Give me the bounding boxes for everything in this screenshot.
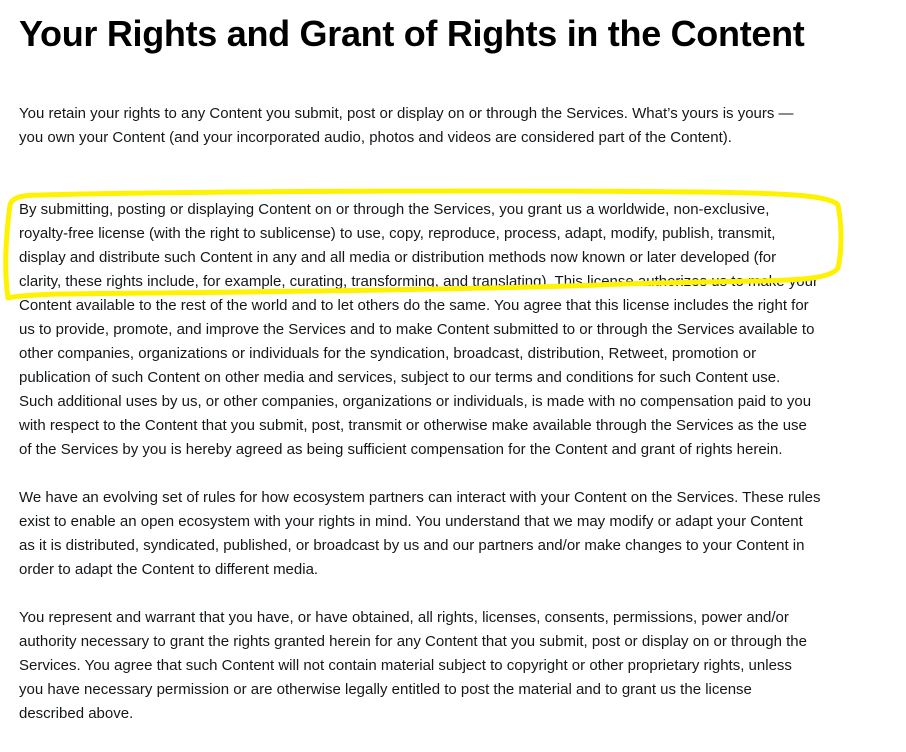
text-line: Such additional uses by us, or other companies, organizations or individuals, is made with no compensation paid to you: [19, 393, 812, 410]
text-line: display and distribute such Content in any and all media or distribution methods now known or later developed (for: [19, 249, 777, 266]
text-line: You represent and warrant that you have, or have obtained, all rights, licenses, consents, permissions, power and/or: [19, 609, 789, 626]
text-line: described above.: [19, 705, 134, 722]
text-line: We have an evolving set of rules for how ecosystem partners can interact with your Content on the Services. These rules: [19, 489, 821, 506]
text-line: order to adapt the Content to different media.: [19, 561, 319, 578]
paragraph-ecosystem-rules: [19, 486, 889, 582]
text-line: You retain your rights to any Content you submit, post or display on or through the Services. What’s yours is yours —: [19, 105, 794, 122]
page-title: Your Rights and Grant of Rights in the Content: [19, 13, 805, 54]
paragraph-license-grant: [19, 198, 889, 462]
text-line: you own your Content (and your incorporated audio, photos and videos are considered part of the Content).: [19, 129, 732, 146]
text-line: authority necessary to grant the rights granted herein for any Content that you submit, post or display on or through the: [19, 633, 807, 650]
text-line: as it is distributed, syndicated, published, or broadcast by us and our partners and/or make changes to your Content in: [19, 537, 805, 554]
text-line: royalty-free license (with the right to sublicense) to use, copy, reproduce, process, adapt, modify, publish, transmit,: [19, 225, 776, 242]
text-line: you have necessary permission or are otherwise legally entitled to post the material and to grant us the license: [19, 681, 752, 698]
text-line: with respect to the Content that you submit, post, transmit or otherwise make available through the Services as the use: [19, 417, 807, 434]
text-line: By submitting, posting or displaying Content on or through the Services, you grant us a worldwide, non-exclusive,: [19, 201, 770, 218]
text-line: publication of such Content on other media and services, subject to our terms and conditions for such Content use.: [19, 369, 781, 386]
paragraph-warranty: [19, 606, 889, 726]
paragraph-retain-rights: [19, 102, 889, 150]
text-line: exist to enable an open ecosystem with your rights in mind. You understand that we may modify or adapt your Content: [19, 513, 803, 530]
text-line: Content available to the rest of the world and to let others do the same. You agree that this license includes the right for: [19, 297, 809, 314]
text-line: of the Services by you is hereby agreed as being sufficient compensation for the Content and grant of rights herein.: [19, 441, 783, 458]
text-line: us to provide, promote, and improve the Services and to make Content submitted to or through the Services available to: [19, 321, 815, 338]
text-line: other companies, organizations or individuals for the syndication, broadcast, distribution, Retweet, promotion or: [19, 345, 757, 362]
text-line: Services. You agree that such Content will not contain material subject to copyright or other proprietary rights, unless: [19, 657, 792, 674]
text-line: clarity, these rights include, for example, curating, transforming, and translating). This license authorizes us to make your: [19, 273, 818, 290]
